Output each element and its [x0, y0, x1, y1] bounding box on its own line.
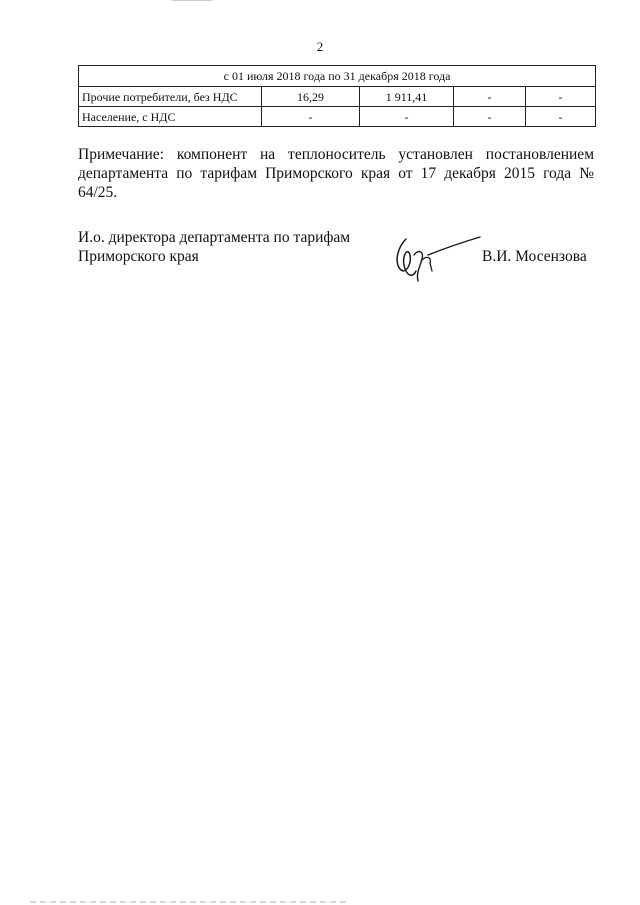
table-cell: -: [526, 87, 596, 107]
row-label: Население, с НДС: [79, 107, 262, 127]
scan-edge-mark: [172, 0, 212, 1]
signatory-title: [78, 228, 350, 266]
table-cell: 16,29: [262, 87, 360, 107]
tariff-table: [78, 65, 596, 127]
page-number: 2: [316, 39, 324, 54]
period-cell: с 01 июля 2018 года по 31 декабря 2018 года: [79, 66, 596, 87]
table-cell: -: [360, 107, 454, 127]
table-row: [79, 87, 596, 107]
signatory-title-line: Приморского края: [78, 248, 199, 265]
table-cell: -: [526, 107, 596, 127]
scan-bottom-marks: [30, 901, 350, 903]
signatory-name: В.И. Мосензова: [482, 248, 587, 265]
note-paragraph: Примечание: компонент на теплоноситель установлен постановлением департамента по тарифам Приморского края от 17 декабря 2015 года № 64/25.: [78, 146, 594, 201]
table-period-row: [79, 66, 596, 87]
table-cell: 1 911,41: [360, 87, 454, 107]
table-cell: -: [454, 107, 526, 127]
signatory-title-line: И.о. директора департамента по тарифам: [78, 229, 351, 246]
handwritten-signature: [388, 225, 483, 287]
table-row: [79, 107, 596, 127]
table-cell: -: [262, 107, 360, 127]
table-cell: -: [454, 87, 526, 107]
row-label: Прочие потребители, без НДС: [79, 87, 262, 107]
